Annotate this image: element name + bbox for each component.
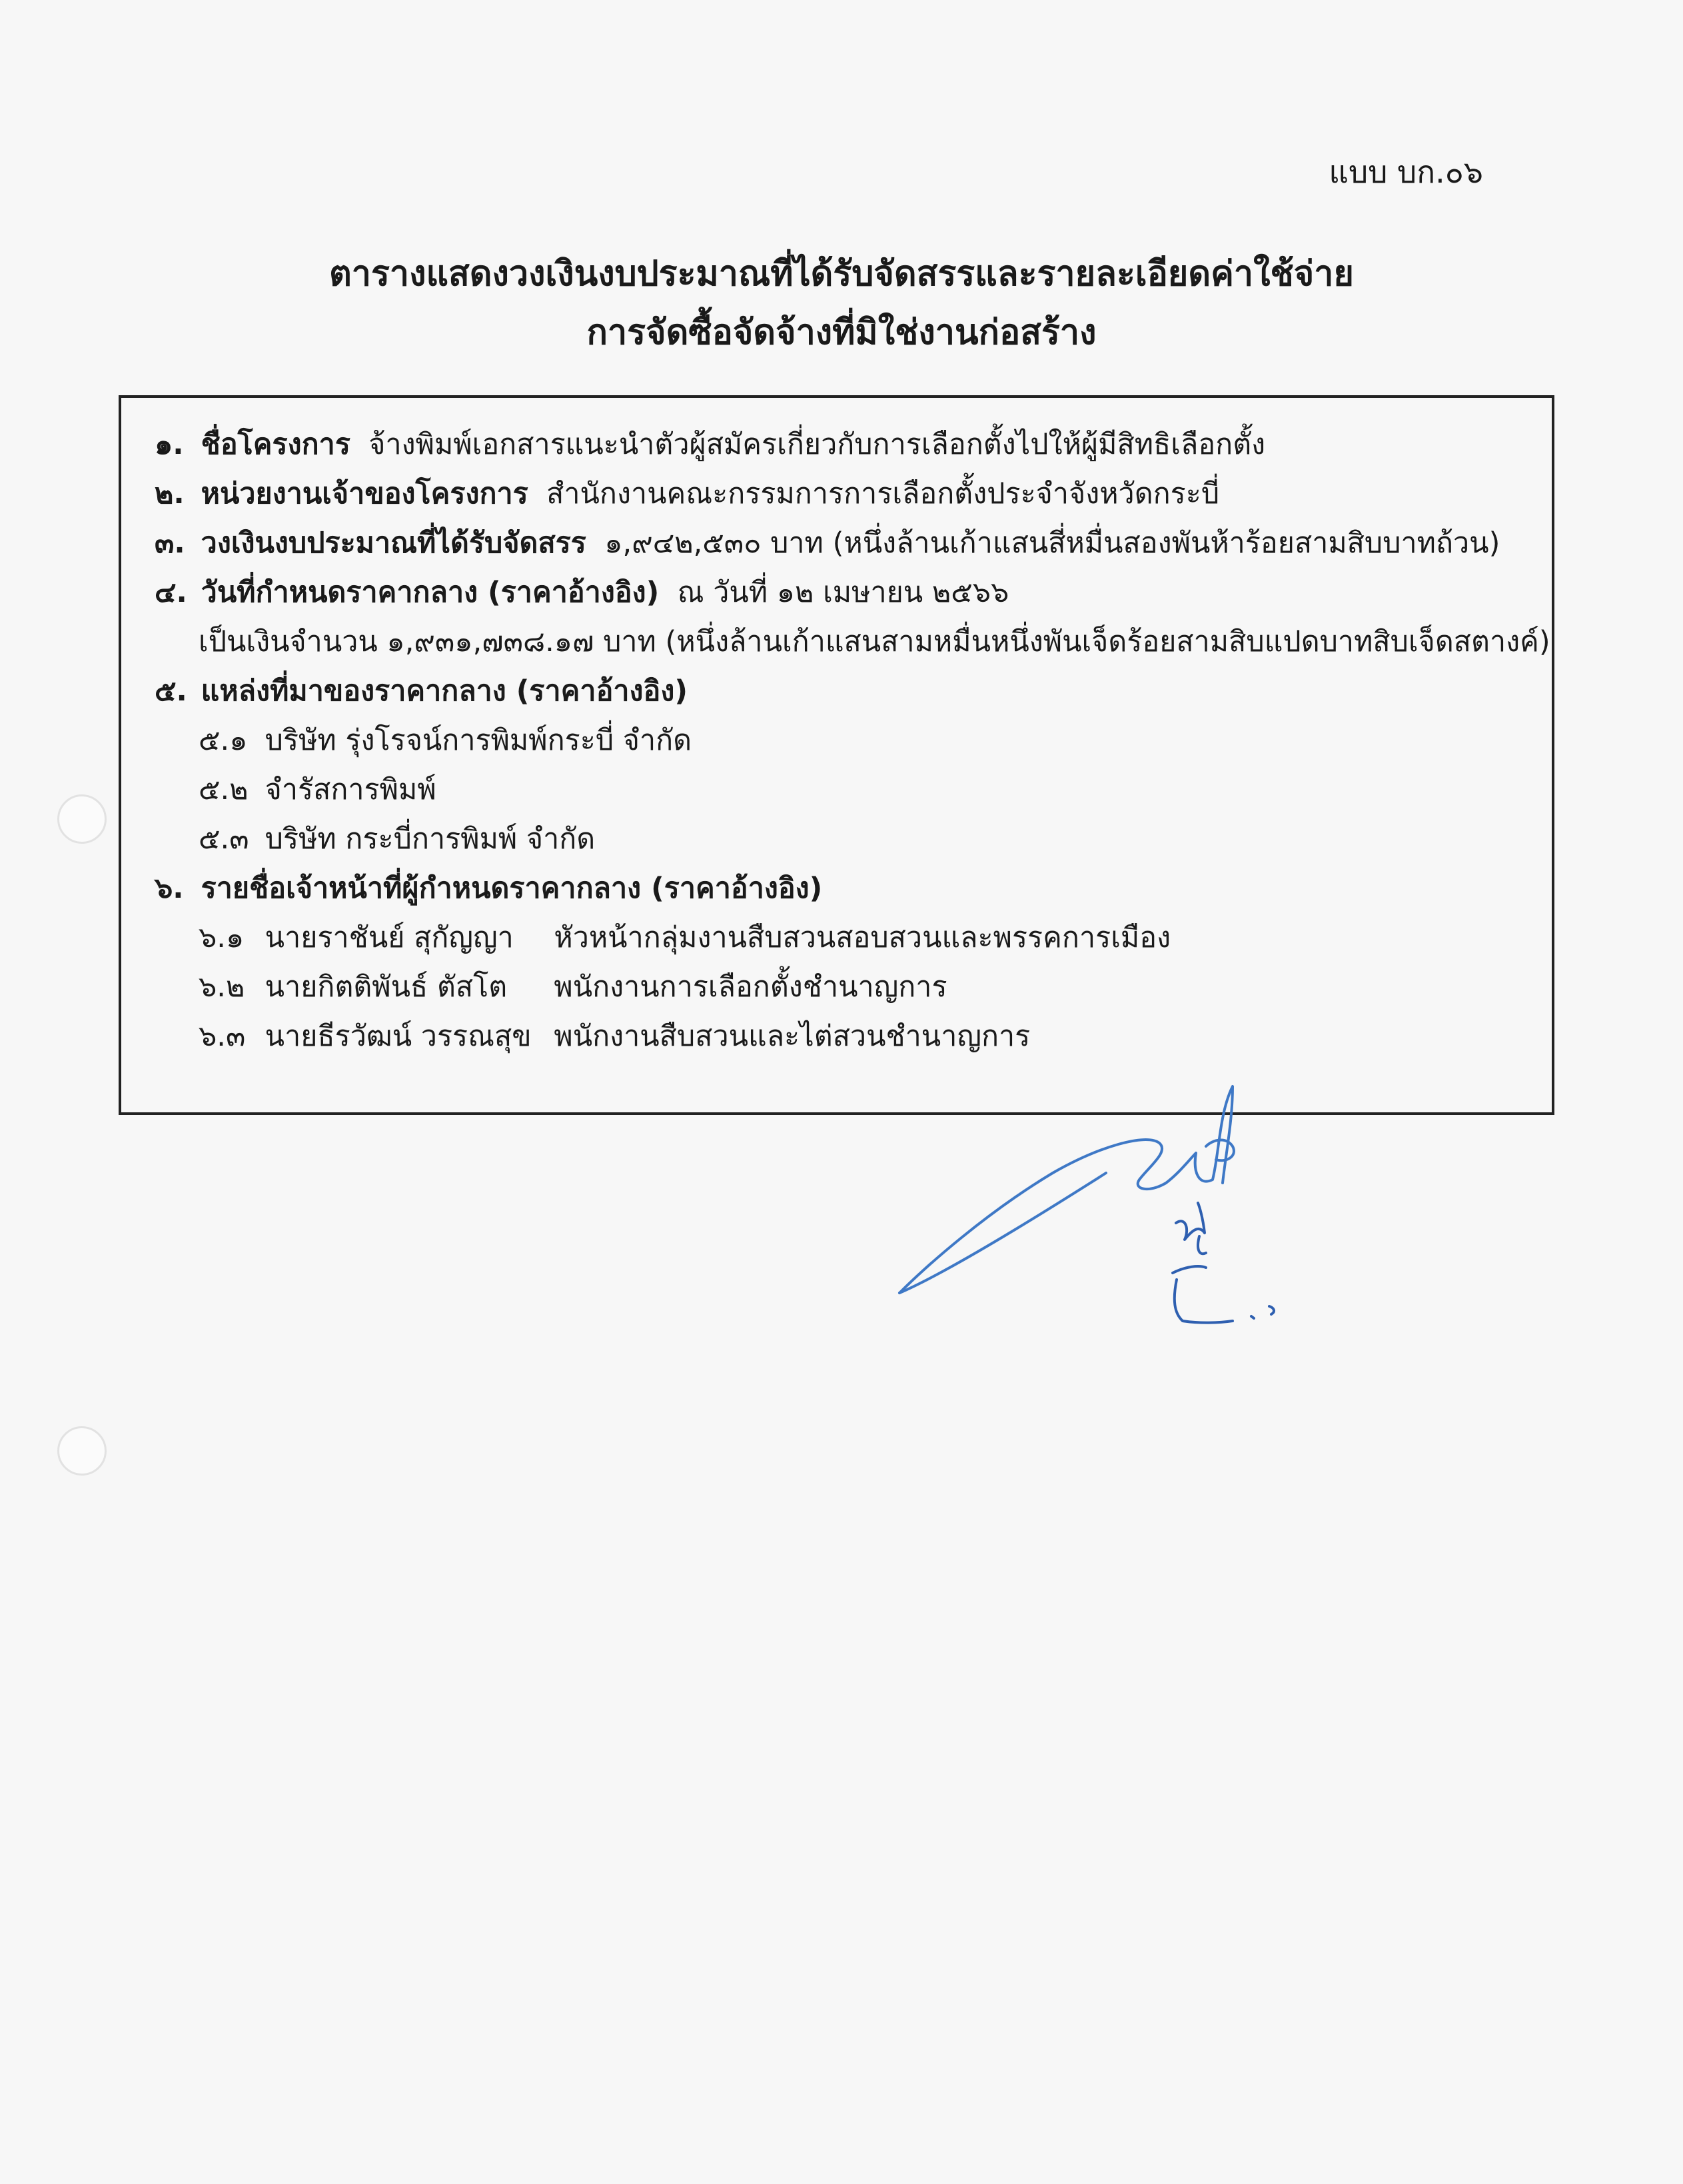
source-name: บริษัท กระบี่การพิมพ์ จำกัด — [265, 822, 596, 856]
item-number: ๑. — [155, 428, 184, 461]
committee-position: พนักงานสืบสวนและไต่สวนชำนาญการ — [554, 1020, 1031, 1053]
item-number: ๖. — [155, 872, 184, 905]
source-number: ๕.๑ — [199, 724, 248, 757]
item-label: ชื่อโครงการ — [201, 428, 350, 461]
item-price-committee — [155, 865, 822, 910]
item-reference-sources — [155, 668, 688, 713]
committee-name: นายราชันย์ สุกัญญา — [265, 921, 514, 954]
item-value: จ้างพิมพ์เอกสารแนะนำตัวผู้สมัครเกี่ยวกับการเลือกตั้งไปให้ผู้มีสิทธิเลือกตั้ง — [368, 428, 1266, 461]
source-number: ๕.๓ — [199, 822, 249, 856]
committee-position: พนักงานการเลือกตั้งชำนาญการ — [554, 970, 947, 1004]
item-value: ๑,๙๔๒,๕๓๐ บาท (หนึ่งล้านเก้าแสนสี่หมื่นสองพันห้าร้อยสามสิบบาทถ้วน) — [604, 527, 1500, 560]
item-number: ๒. — [155, 477, 185, 511]
committee-name: นายกิตติพันธ์ ตัสโต — [265, 970, 508, 1004]
item-value: ณ วันที่ ๑๒ เมษายน ๒๕๖๖ — [677, 576, 1009, 609]
document-title-line2: การจัดซื้อจัดจ้างที่มิใช่งานก่อสร้าง — [586, 313, 1097, 353]
item-number: ๔. — [155, 576, 187, 609]
committee-row — [199, 914, 1171, 960]
item-label: รายชื่อเจ้าหน้าที่ผู้กำหนดราคากลาง (ราคาอ้างอิง) — [201, 872, 823, 905]
committee-position: หัวหน้ากลุ่มงานสืบสวนสอบสวนและพรรคการเมือง — [554, 921, 1171, 954]
item-value: สำนักงานคณะกรรมการการเลือกตั้งประจำจังหวัดกระบี่ — [546, 477, 1220, 511]
item-budget — [155, 520, 1500, 565]
source-row — [199, 717, 692, 762]
committee-number: ๖.๑ — [199, 921, 245, 954]
source-name: บริษัท รุ่งโรจน์การพิมพ์กระบี่ จำกัด — [265, 724, 692, 757]
handwritten-signature — [886, 1073, 1313, 1353]
item-label: วงเงินงบประมาณที่ได้รับจัดสรร — [201, 527, 586, 560]
source-row — [199, 766, 436, 812]
item-reference-amount: เป็นเงินจำนวน ๑,๙๓๑,๗๓๘.๑๗ บาท (หนึ่งล้านเก้าแสนสามหมื่นหนึ่งพันเจ็ดร้อยสามสิบแปดบาทสิบเจ็ดสตางค์) — [199, 625, 1550, 658]
punch-hole — [57, 794, 107, 844]
committee-number: ๖.๒ — [199, 970, 245, 1004]
item-reference-date — [155, 569, 1009, 614]
document-title-line1: ตารางแสดงวงเงินงบประมาณที่ได้รับจัดสรรและรายละเอียดค่าใช้จ่าย — [329, 254, 1354, 294]
item-number: ๕. — [155, 674, 187, 708]
item-label: วันที่กำหนดราคากลาง (ราคาอ้างอิง) — [201, 576, 660, 609]
committee-name: นายธีรวัฒน์ วรรณสุข — [265, 1020, 532, 1053]
source-number: ๕.๒ — [199, 773, 249, 806]
item-project-name — [155, 421, 1265, 467]
item-label: แหล่งที่มาของราคากลาง (ราคาอ้างอิง) — [201, 674, 688, 708]
item-label: หน่วยงานเจ้าของโครงการ — [201, 477, 528, 511]
source-name: จำรัสการพิมพ์ — [265, 773, 436, 806]
committee-row — [199, 964, 947, 1009]
form-code: แบบ บก.๐๖ — [1329, 154, 1483, 190]
source-row — [199, 816, 595, 861]
punch-hole — [57, 1426, 107, 1476]
item-number: ๓. — [155, 527, 185, 560]
committee-row — [199, 1013, 1030, 1058]
committee-number: ๖.๓ — [199, 1020, 246, 1053]
item-owner-agency — [155, 471, 1219, 516]
